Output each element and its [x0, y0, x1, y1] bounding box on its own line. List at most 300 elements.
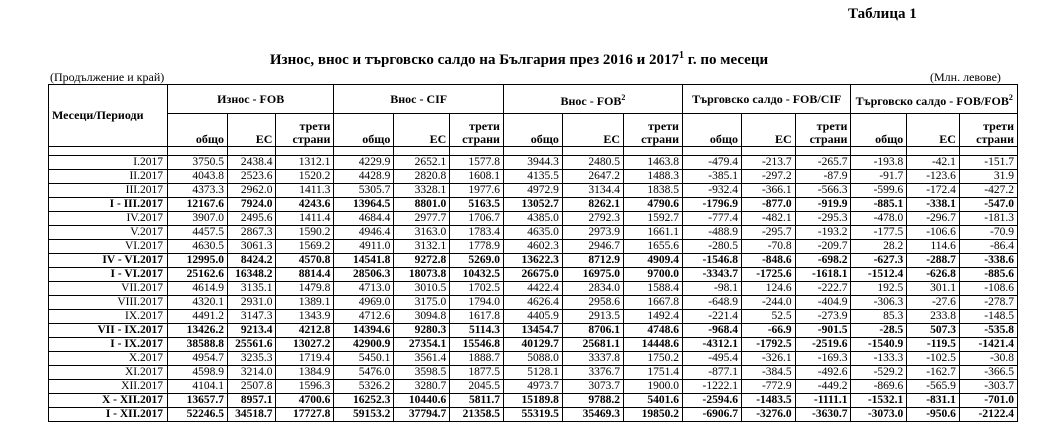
value-cell: -98.1	[682, 282, 741, 296]
period-total-row	[49, 338, 1018, 352]
value-cell: -384.5	[741, 366, 795, 380]
value-cell: -495.4	[682, 352, 741, 366]
value-cell: 13657.7	[168, 394, 228, 408]
value-cell: 3073.7	[562, 380, 623, 394]
value-cell: 25681.1	[562, 338, 623, 352]
value-cell: 2647.2	[562, 170, 623, 184]
value-cell: 34518.7	[228, 408, 276, 422]
row-label: VIII.2017	[49, 296, 168, 310]
value-cell: 4713.0	[334, 282, 394, 296]
value-cell: -303.7	[959, 380, 1017, 394]
value-cell: -87.9	[795, 170, 851, 184]
trade-table	[48, 84, 1018, 422]
value-cell: 1661.1	[624, 226, 683, 240]
continuation-note: (Продължение и край)	[50, 70, 165, 84]
spacer-cell	[741, 147, 795, 156]
value-cell: 8814.4	[276, 268, 334, 282]
table-row	[49, 366, 1018, 380]
value-cell: -627.3	[851, 254, 907, 268]
table-row	[49, 352, 1018, 366]
value-cell: -366.5	[959, 366, 1017, 380]
value-cell: -529.2	[851, 366, 907, 380]
value-cell: -919.9	[795, 198, 851, 212]
value-cell: -1540.9	[851, 338, 907, 352]
row-label: III.2017	[49, 184, 168, 198]
value-cell: -3073.0	[851, 408, 907, 422]
group-header-footnote-mark: 2	[621, 92, 626, 102]
title-text: Износ, внос и търговско салдо на България през 2016 и 2017	[269, 52, 679, 68]
sub-header: общо	[168, 114, 228, 147]
value-cell: -338.1	[907, 198, 960, 212]
value-cell: 1411.3	[276, 184, 334, 198]
spacer-cell	[624, 147, 683, 156]
value-cell: -648.9	[682, 296, 741, 310]
row-label: VII - IX.2017	[49, 324, 168, 338]
sub-header: общо	[851, 114, 907, 147]
value-cell: 4491.2	[168, 310, 228, 324]
value-cell: -547.0	[959, 198, 1017, 212]
value-cell: -119.5	[907, 338, 960, 352]
row-label: I - III.2017	[49, 198, 168, 212]
value-cell: 10440.6	[394, 394, 450, 408]
period-total-row	[49, 324, 1018, 338]
value-cell: -295.7	[741, 226, 795, 240]
value-cell: 4973.7	[503, 380, 562, 394]
value-cell: 5128.1	[503, 366, 562, 380]
group-header	[851, 85, 1018, 114]
value-cell: 4630.5	[168, 240, 228, 254]
value-cell: -244.0	[741, 296, 795, 310]
value-cell: 40129.7	[503, 338, 562, 352]
title-tail: г. по месеци	[684, 52, 769, 68]
value-cell: -106.6	[907, 226, 960, 240]
header-row-groups	[49, 85, 1018, 114]
value-cell: -177.5	[851, 226, 907, 240]
value-cell: -148.5	[959, 310, 1017, 324]
value-cell: -306.3	[851, 296, 907, 310]
value-cell: -172.4	[907, 184, 960, 198]
value-cell: 4422.4	[503, 282, 562, 296]
value-cell: -2122.4	[959, 408, 1017, 422]
value-cell: -181.3	[959, 212, 1017, 226]
value-cell: 5088.0	[503, 352, 562, 366]
value-cell: -3276.0	[741, 408, 795, 422]
value-cell: 2792.3	[562, 212, 623, 226]
value-cell: -968.4	[682, 324, 741, 338]
value-cell: 2977.7	[394, 212, 450, 226]
value-cell: 2480.5	[562, 156, 623, 170]
value-cell: 1702.5	[450, 282, 504, 296]
value-cell: 507.3	[907, 324, 960, 338]
value-cell: 2820.8	[394, 170, 450, 184]
value-cell: 2438.4	[228, 156, 276, 170]
period-total-row	[49, 408, 1018, 422]
header-row-sub	[49, 114, 1018, 147]
sub-header: трети страни	[624, 114, 683, 147]
value-cell: 4457.5	[168, 226, 228, 240]
row-label: X - XII.2017	[49, 394, 168, 408]
value-cell: 1569.2	[276, 240, 334, 254]
value-cell: -565.9	[907, 380, 960, 394]
value-cell: 16348.2	[228, 268, 276, 282]
value-cell: -1222.1	[682, 380, 741, 394]
value-cell: 1411.4	[276, 212, 334, 226]
value-cell: 5326.2	[334, 380, 394, 394]
value-cell: -1725.6	[741, 268, 795, 282]
group-header	[682, 85, 850, 114]
value-cell: 192.5	[851, 282, 907, 296]
value-cell: 4229.9	[334, 156, 394, 170]
value-cell: -482.1	[741, 212, 795, 226]
value-cell: 3280.7	[394, 380, 450, 394]
value-cell: -1111.1	[795, 394, 851, 408]
sub-header: ЕС	[394, 114, 450, 147]
value-cell: -193.8	[851, 156, 907, 170]
spacer-cell	[168, 147, 228, 156]
value-cell: 4405.9	[503, 310, 562, 324]
value-cell: 4602.3	[503, 240, 562, 254]
table-row	[49, 240, 1018, 254]
value-cell: 4320.1	[168, 296, 228, 310]
value-cell: -772.9	[741, 380, 795, 394]
value-cell: -535.8	[959, 324, 1017, 338]
value-cell: 1608.1	[450, 170, 504, 184]
value-cell: -901.5	[795, 324, 851, 338]
value-cell: 3061.3	[228, 240, 276, 254]
row-label: II.2017	[49, 170, 168, 184]
value-cell: 14448.6	[624, 338, 683, 352]
group-header	[168, 85, 334, 114]
spacer-cell	[450, 147, 504, 156]
period-total-row	[49, 268, 1018, 282]
value-cell: 4909.4	[624, 254, 683, 268]
row-label: I.2017	[49, 156, 168, 170]
group-header-footnote-mark: 2	[1008, 92, 1013, 102]
value-cell: -221.4	[682, 310, 741, 324]
value-cell: -297.2	[741, 170, 795, 184]
value-cell: 17727.8	[276, 408, 334, 422]
value-cell: 3750.5	[168, 156, 228, 170]
sub-header: ЕС	[741, 114, 795, 147]
value-cell: -209.7	[795, 240, 851, 254]
value-cell: 14541.8	[334, 254, 394, 268]
value-cell: 3147.3	[228, 310, 276, 324]
value-cell: 2962.0	[228, 184, 276, 198]
spacer-cell	[334, 147, 394, 156]
table-row	[49, 156, 1018, 170]
value-cell: 1667.8	[624, 296, 683, 310]
group-header	[503, 85, 682, 114]
value-cell: 1588.4	[624, 282, 683, 296]
sub-header: ЕС	[228, 114, 276, 147]
group-header-label: Търговско салдо - FOB/CIF	[692, 91, 842, 106]
value-cell: 4570.8	[276, 254, 334, 268]
value-cell: 3376.7	[562, 366, 623, 380]
sub-header: общо	[682, 114, 741, 147]
value-cell: 3134.4	[562, 184, 623, 198]
spacer-cell	[682, 147, 741, 156]
value-cell: 26675.0	[503, 268, 562, 282]
table-row	[49, 212, 1018, 226]
value-cell: -102.5	[907, 352, 960, 366]
value-cell: 124.6	[741, 282, 795, 296]
value-cell: 1592.7	[624, 212, 683, 226]
sub-header: трети страни	[450, 114, 504, 147]
value-cell: -280.5	[682, 240, 741, 254]
table-row	[49, 184, 1018, 198]
value-cell: -877.1	[682, 366, 741, 380]
value-cell: 55319.5	[503, 408, 562, 422]
value-cell: 1488.3	[624, 170, 683, 184]
value-cell: -488.9	[682, 226, 741, 240]
table-title	[0, 50, 1038, 69]
value-cell: 2523.6	[228, 170, 276, 184]
value-cell: 5163.5	[450, 198, 504, 212]
value-cell: 3328.1	[394, 184, 450, 198]
table-row	[49, 296, 1018, 310]
group-header-label: Търговско салдо - FOB/FOB	[855, 93, 1009, 108]
value-cell: 13052.7	[503, 198, 562, 212]
value-cell: -133.3	[851, 352, 907, 366]
value-cell: 14394.6	[334, 324, 394, 338]
value-cell: -2519.6	[795, 338, 851, 352]
value-cell: 4635.0	[503, 226, 562, 240]
value-cell: -848.6	[741, 254, 795, 268]
value-cell: 2495.6	[228, 212, 276, 226]
value-cell: -449.2	[795, 380, 851, 394]
value-cell: 2045.5	[450, 380, 504, 394]
value-cell: -169.3	[795, 352, 851, 366]
value-cell: 4104.1	[168, 380, 228, 394]
value-cell: 4969.0	[334, 296, 394, 310]
value-cell: 13426.2	[168, 324, 228, 338]
value-cell: 38588.8	[168, 338, 228, 352]
value-cell: 4135.5	[503, 170, 562, 184]
table-header	[49, 85, 1018, 147]
period-total-row	[49, 198, 1018, 212]
value-cell: 3337.8	[562, 352, 623, 366]
spacer-cell	[49, 147, 168, 156]
value-cell: -4312.1	[682, 338, 741, 352]
value-cell: -385.1	[682, 170, 741, 184]
value-cell: 2913.5	[562, 310, 623, 324]
value-cell: 5450.1	[334, 352, 394, 366]
value-cell: 1655.6	[624, 240, 683, 254]
value-cell: -326.1	[741, 352, 795, 366]
value-cell: -831.1	[907, 394, 960, 408]
value-cell: 8424.2	[228, 254, 276, 268]
value-cell: -885.1	[851, 198, 907, 212]
value-cell: 85.3	[851, 310, 907, 324]
table-row	[49, 226, 1018, 240]
value-cell: -2594.6	[682, 394, 741, 408]
row-label: I - XII.2017	[49, 408, 168, 422]
value-cell: -427.2	[959, 184, 1017, 198]
spacer-cell	[959, 147, 1017, 156]
title-footnote-mark: 1	[679, 50, 684, 61]
value-cell: 1719.4	[276, 352, 334, 366]
value-cell: -626.8	[907, 268, 960, 282]
row-label: VI.2017	[49, 240, 168, 254]
value-cell: 1590.2	[276, 226, 334, 240]
value-cell: 12995.0	[168, 254, 228, 268]
value-cell: -70.9	[959, 226, 1017, 240]
value-cell: 15189.8	[503, 394, 562, 408]
table-row	[49, 170, 1018, 184]
value-cell: -877.0	[741, 198, 795, 212]
value-cell: -1796.9	[682, 198, 741, 212]
value-cell: 5811.7	[450, 394, 504, 408]
value-cell: -273.9	[795, 310, 851, 324]
value-cell: -288.7	[907, 254, 960, 268]
group-header-label: Износ - FOB	[217, 91, 285, 106]
value-cell: 4712.6	[334, 310, 394, 324]
value-cell: 3135.1	[228, 282, 276, 296]
value-cell: 1838.5	[624, 184, 683, 198]
value-cell: 13964.5	[334, 198, 394, 212]
value-cell: -3630.7	[795, 408, 851, 422]
value-cell: 9788.2	[562, 394, 623, 408]
table-row	[49, 380, 1018, 394]
table-body	[49, 147, 1018, 422]
value-cell: -91.7	[851, 170, 907, 184]
value-cell: 2834.0	[562, 282, 623, 296]
sub-header: ЕС	[907, 114, 960, 147]
value-cell: 1479.8	[276, 282, 334, 296]
value-cell: 10432.5	[450, 268, 504, 282]
value-cell: 3561.4	[394, 352, 450, 366]
period-header: Месеци/Периоди	[49, 85, 168, 147]
value-cell: -123.6	[907, 170, 960, 184]
value-cell: -278.7	[959, 296, 1017, 310]
value-cell: -1618.1	[795, 268, 851, 282]
value-cell: 1778.9	[450, 240, 504, 254]
value-cell: 35469.3	[562, 408, 623, 422]
value-cell: -698.2	[795, 254, 851, 268]
value-cell: -70.8	[741, 240, 795, 254]
sub-header: трети страни	[276, 114, 334, 147]
value-cell: 2507.8	[228, 380, 276, 394]
value-cell: -6906.7	[682, 408, 741, 422]
value-cell: 13622.3	[503, 254, 562, 268]
value-cell: 8262.1	[562, 198, 623, 212]
spacer-cell	[503, 147, 562, 156]
value-cell: 9280.3	[394, 324, 450, 338]
value-cell: -479.4	[682, 156, 741, 170]
group-header	[334, 85, 504, 114]
value-cell: -3343.7	[682, 268, 741, 282]
row-label: IV - VI.2017	[49, 254, 168, 268]
value-cell: -566.3	[795, 184, 851, 198]
value-cell: -66.9	[741, 324, 795, 338]
value-cell: 1900.0	[624, 380, 683, 394]
row-label: I - VI.2017	[49, 268, 168, 282]
value-cell: 4614.9	[168, 282, 228, 296]
period-total-row	[49, 394, 1018, 408]
value-cell: 1596.3	[276, 380, 334, 394]
table-row	[49, 282, 1018, 296]
sub-header: общо	[334, 114, 394, 147]
value-cell: -1792.5	[741, 338, 795, 352]
value-cell: 52.5	[741, 310, 795, 324]
value-cell: 4972.9	[503, 184, 562, 198]
value-cell: 1389.1	[276, 296, 334, 310]
value-cell: -404.9	[795, 296, 851, 310]
sub-header: трети страни	[795, 114, 851, 147]
value-cell: -1512.4	[851, 268, 907, 282]
value-cell: 114.6	[907, 240, 960, 254]
value-cell: -777.4	[682, 212, 741, 226]
value-cell: 13027.2	[276, 338, 334, 352]
value-cell: 8801.0	[394, 198, 450, 212]
value-cell: 18073.8	[394, 268, 450, 282]
value-cell: 5114.3	[450, 324, 504, 338]
row-label: VII.2017	[49, 282, 168, 296]
sub-header: трети страни	[959, 114, 1017, 147]
value-cell: 233.8	[907, 310, 960, 324]
value-cell: 4911.0	[334, 240, 394, 254]
row-label: XII.2017	[49, 380, 168, 394]
row-label: XI.2017	[49, 366, 168, 380]
value-cell: 12167.6	[168, 198, 228, 212]
row-label: I - IX.2017	[49, 338, 168, 352]
value-cell: -27.6	[907, 296, 960, 310]
value-cell: -162.7	[907, 366, 960, 380]
value-cell: -885.6	[959, 268, 1017, 282]
value-cell: 1977.6	[450, 184, 504, 198]
units-note: (Млн. левове)	[930, 70, 1001, 84]
value-cell: -151.7	[959, 156, 1017, 170]
value-cell: -265.7	[795, 156, 851, 170]
value-cell: 4790.6	[624, 198, 683, 212]
value-cell: 1877.5	[450, 366, 504, 380]
value-cell: -222.7	[795, 282, 851, 296]
value-cell: -701.0	[959, 394, 1017, 408]
group-header-label: Внос - CIF	[390, 91, 448, 106]
value-cell: 2931.0	[228, 296, 276, 310]
value-cell: -42.1	[907, 156, 960, 170]
row-label: IV.2017	[49, 212, 168, 226]
value-cell: 4748.6	[624, 324, 683, 338]
value-cell: -28.5	[851, 324, 907, 338]
value-cell: 3010.5	[394, 282, 450, 296]
value-cell: 5305.7	[334, 184, 394, 198]
spacer-row	[49, 147, 1018, 156]
group-header-label: Внос - FOB	[560, 93, 622, 108]
sub-header: общо	[503, 114, 562, 147]
value-cell: -213.7	[741, 156, 795, 170]
value-cell: 1384.9	[276, 366, 334, 380]
value-cell: 1617.8	[450, 310, 504, 324]
value-cell: -1483.5	[741, 394, 795, 408]
value-cell: 3944.3	[503, 156, 562, 170]
value-cell: 1783.4	[450, 226, 504, 240]
value-cell: -478.0	[851, 212, 907, 226]
value-cell: 1794.0	[450, 296, 504, 310]
value-cell: -1421.4	[959, 338, 1017, 352]
value-cell: 5269.0	[450, 254, 504, 268]
value-cell: 27354.1	[394, 338, 450, 352]
value-cell: 5401.6	[624, 394, 683, 408]
value-cell: 1492.4	[624, 310, 683, 324]
value-cell: 1706.7	[450, 212, 504, 226]
value-cell: 31.9	[959, 170, 1017, 184]
value-cell: 7924.0	[228, 198, 276, 212]
row-label: IX.2017	[49, 310, 168, 324]
value-cell: 1520.2	[276, 170, 334, 184]
value-cell: 42900.9	[334, 338, 394, 352]
value-cell: 3907.0	[168, 212, 228, 226]
